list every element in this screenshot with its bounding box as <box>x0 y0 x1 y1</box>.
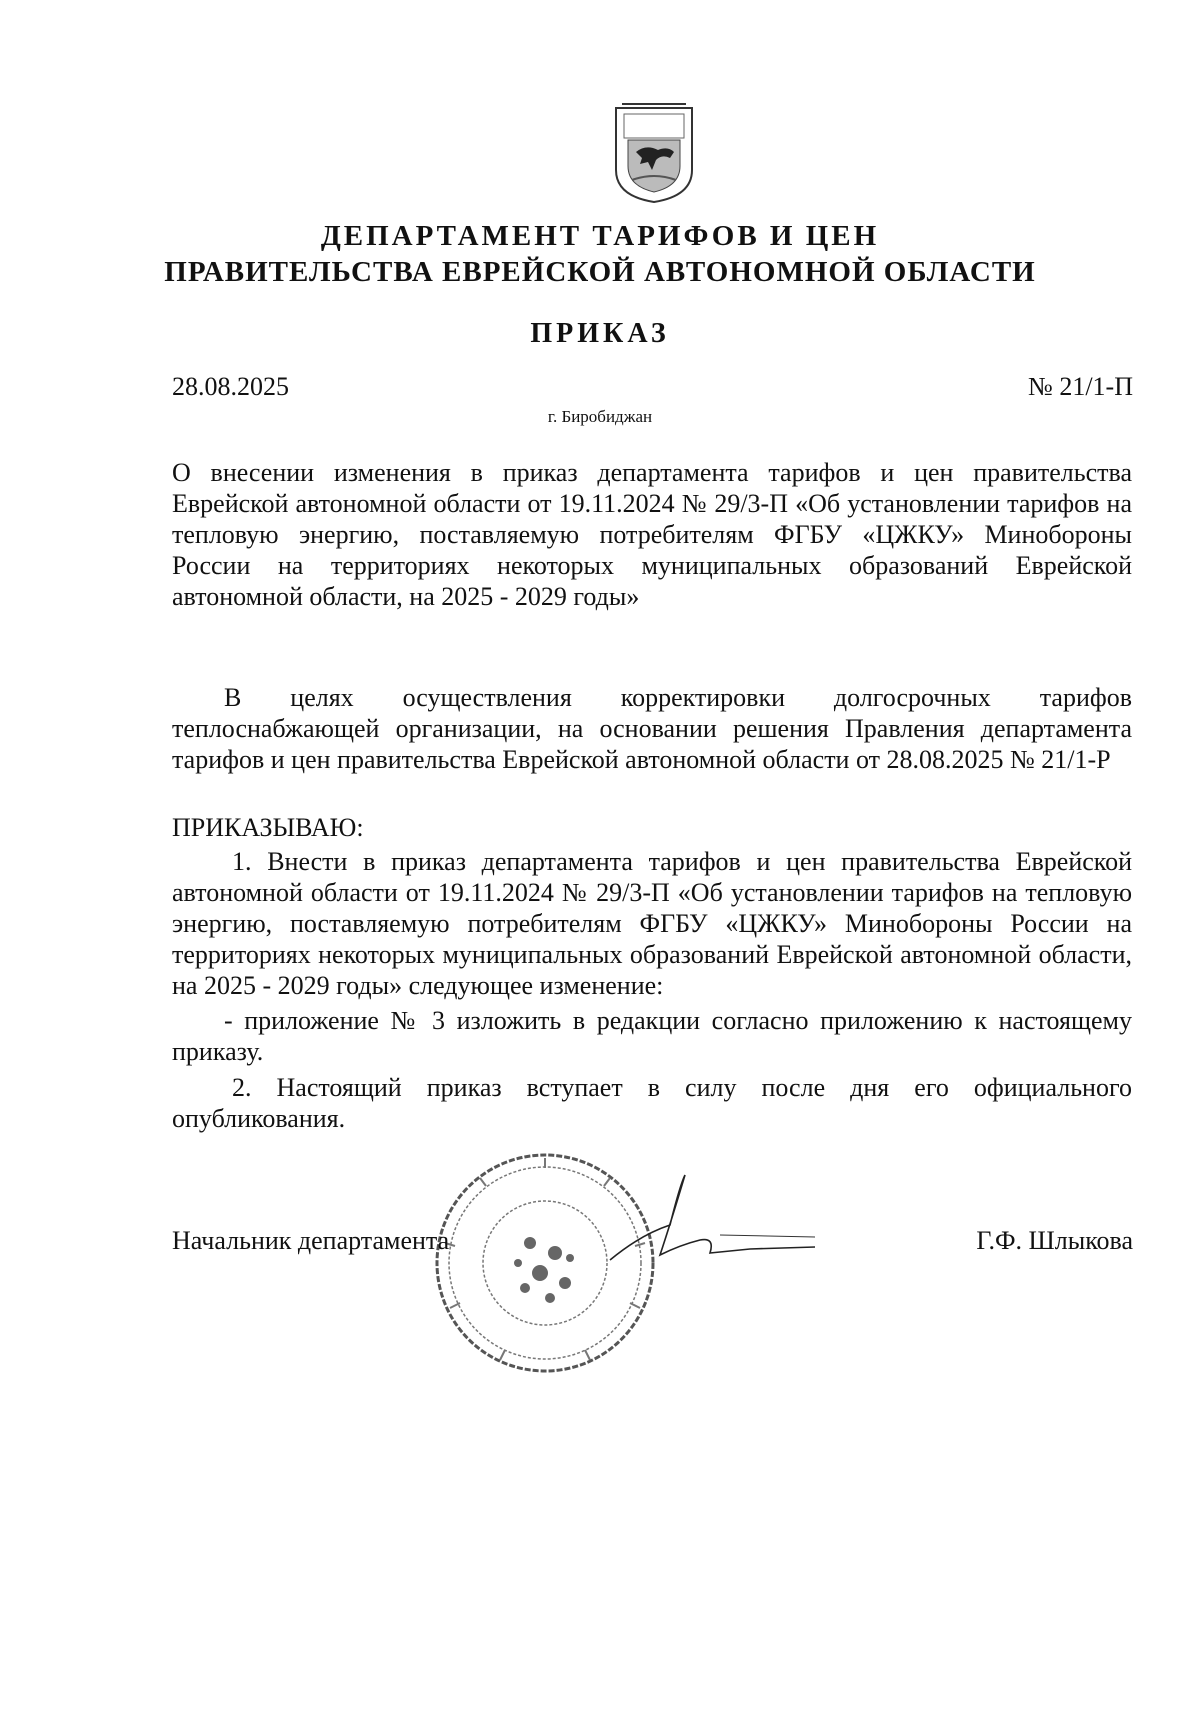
signatory-name: Г.Ф. Шлыкова <box>976 1226 1133 1255</box>
coat-of-arms-icon <box>612 100 696 206</box>
order-word: ПРИКАЗЫВАЮ: <box>172 813 364 842</box>
preamble-paragraph: В целях осуществления корректировки долгосрочных тарифов теплоснабжающей организации, на основании решения Правления департамента тарифов и цен правительства Еврейской автономной области от 28.08.2025 № 21/1-Р <box>172 683 1132 774</box>
signatory-title: Начальник департамента <box>172 1226 450 1255</box>
department-title-line1: ДЕПАРТАМЕНТ ТАРИФОВ И ЦЕН <box>320 220 880 252</box>
document-date: 28.08.2025 <box>172 372 289 401</box>
order-item-2: 2. Настоящий приказ вступает в силу после дня его официального опубликования. <box>172 1073 1132 1133</box>
document-type: ПРИКАЗ <box>530 318 670 349</box>
document-city: г. Биробиджан <box>547 407 653 426</box>
document-subject: О внесении изменения в приказ департамента тарифов и цен правительства Еврейской автономной области от 19.11.2024 № 29/3-П «Об установлении тарифов на тепловую энергию, поставляемую потребителям ФГБУ «ЦЖКУ» Минобороны России на территориях некоторых муниципальных образований Еврейской автономной области, на 2025 - 2029 годы» <box>172 458 1132 611</box>
document-number: № 21/1-П <box>1028 372 1133 401</box>
handwritten-signature-icon <box>600 1165 820 1275</box>
order-item-1-subitem: - приложение № 3 изложить в редакции согласно приложению к настоящему приказу. <box>172 1006 1132 1066</box>
department-title-line2: ПРАВИТЕЛЬСТВА ЕВРЕЙСКОЙ АВТОНОМНОЙ ОБЛАСТИ <box>164 256 1036 288</box>
order-item-1: 1. Внести в приказ департамента тарифов и цен правительства Еврейской автономной области от 19.11.2024 № 29/3-П «Об установлении тарифов на тепловую энергию, поставляемую потребителям ФГБУ «ЦЖКУ» Минобороны России на территориях некоторых муниципальных образований Еврейской автономной области, на 2025 - 2029 годы» следующее изменение: <box>172 847 1132 1000</box>
